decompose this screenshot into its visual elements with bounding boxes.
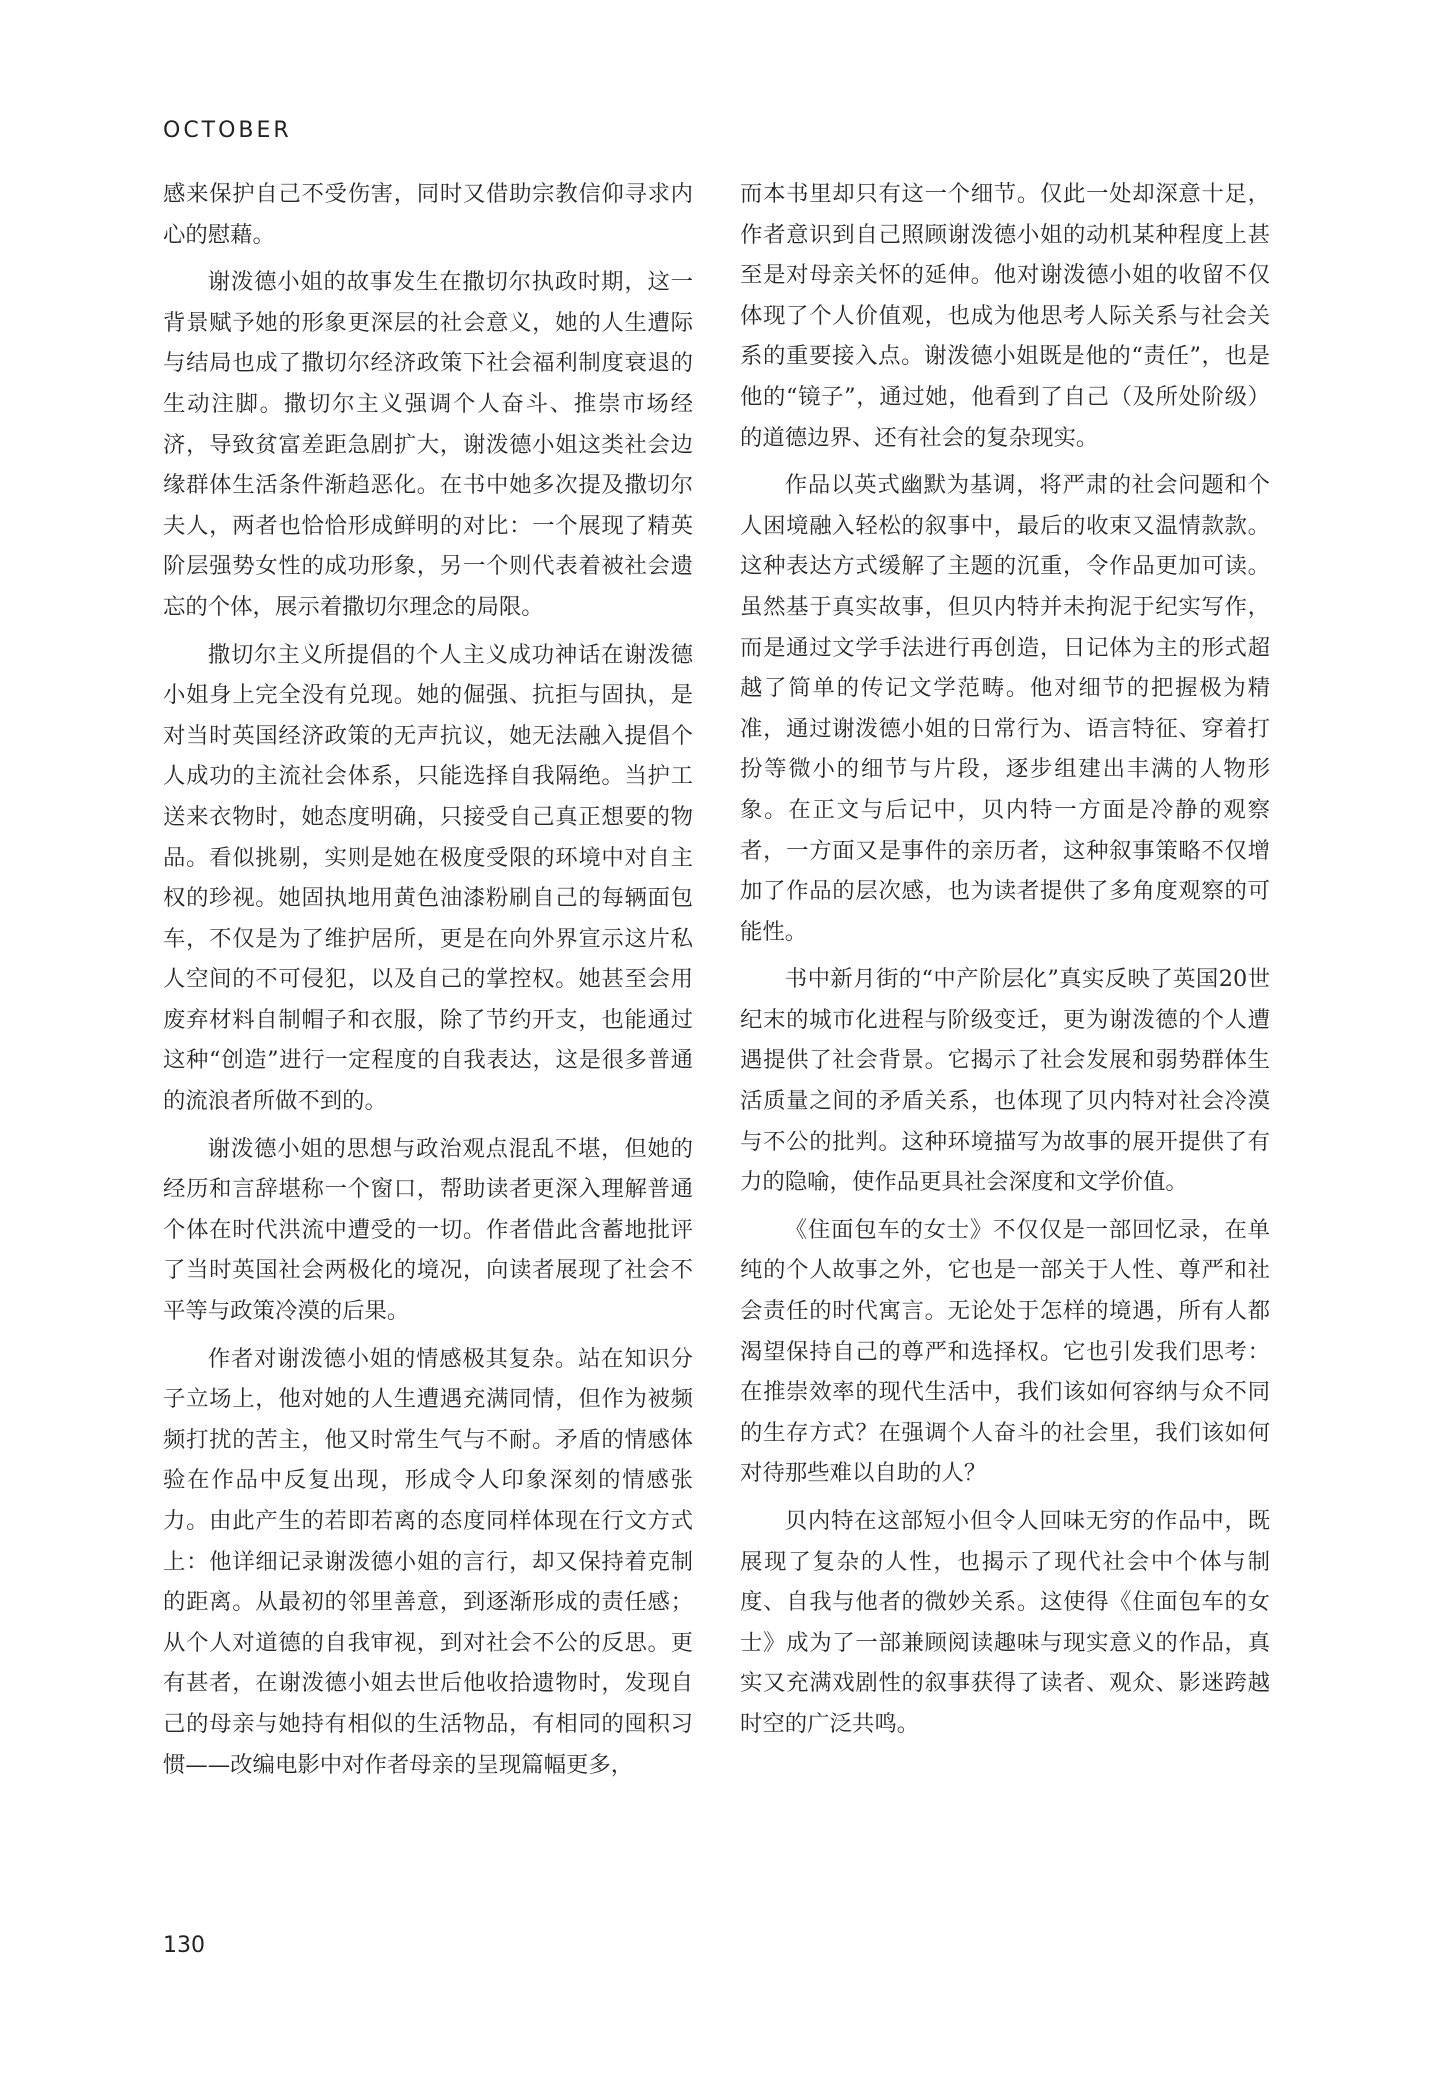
paragraph: 感来保护自己不受伤害，同时又借助宗教信仰寻求内心的慰藉。: [163, 181, 693, 248]
paragraph: 谢泼德小姐的故事发生在撒切尔执政时期，这一背景赋予她的形象更深层的社会意义，她的人生遭际与结局也成了撒切尔经济政策下社会福利制度衰退的生动注脚。撒切尔主义强调个人奋斗、推崇市场经济，导致贫富差距急剧扩大，谢泼德小姐这类社会边缘群体生活条件渐趋恶化。在书中她多次提及撒切尔夫人，两者也恰恰形成鲜明的对比：一个展现了精英阶层强势女性的成功形象，另一个则代表着被社会遗忘的个体，展示着撒切尔理念的局限。: [163, 269, 693, 620]
paragraph: 作者对谢泼德小姐的情感极其复杂。站在知识分子立场上，他对她的人生遭遇充满同情，但作为被频频打扰的苦主，他又时常生气与不耐。矛盾的情感体验在作品中反复出现，形成令人印象深刻的情感张力。由此产生的若即若离的态度同样体现在行文方式上：他详细记录谢泼德小姐的言行，却又保持着克制的距离。从最初的邻里善意，到逐渐形成的责任感；从个人对道德的自我审视，到对社会不公的反思。更有甚者，在谢泼德小姐去世后他收拾遗物时，发现自己的母亲与她持有相似的生活物品，有相同的囤积习惯——改编电影中对作者母亲的呈现篇幅更多，: [163, 1345, 693, 1778]
paragraph: 书中新月街的“中产阶层化”真实反映了英国20世纪末的城市化进程与阶级变迁，更为谢泼德的个人遭遇提供了社会背景。它揭示了社会发展和弱势群体生活质量之间的矛盾关系，也体现了贝内特对社会冷漠与不公的批判。这种环境描写为故事的展开提供了有力的隐喻，使作品更具社会深度和文学价值。: [740, 966, 1270, 1196]
paragraph: 而本书里却只有这一个细节。仅此一处却深意十足，作者意识到自己照顾谢泼德小姐的动机某种程度上甚至是对母亲关怀的延伸。他对谢泼德小姐的收留不仅体现了个人价值观，也成为他思考人际关系与社会关系的重要接入点。谢泼德小姐既是他的“责任”，也是他的“镜子”，通过她，他看到了自己（及所处阶级）的道德边界、还有社会的复杂现实。: [740, 181, 1270, 451]
left-column: [163, 174, 693, 1792]
page-number: 130: [163, 1933, 205, 1958]
paragraph: 谢泼德小姐的思想与政治观点混乱不堪，但她的经历和言辞堪称一个窗口，帮助读者更深入理解普通个体在时代洪流中遭受的一切。作者借此含蓄地批评了当时英国社会两极化的境况，向读者展现了社会不平等与政策冷漠的后果。: [163, 1135, 693, 1325]
paragraph: 作品以英式幽默为基调，将严肃的社会问题和个人困境融入轻松的叙事中，最后的收束又温情款款。这种表达方式缓解了主题的沉重，令作品更加可读。虽然基于真实故事，但贝内特并未拘泥于纪实写作，而是通过文学手法进行再创造，日记体为主的形式超越了简单的传记文学范畴。他对细节的把握极为精准，通过谢泼德小姐的日常行为、语言特征、穿着打扮等微小的细节与片段，逐步组建出丰满的人物形象。在正文与后记中，贝内特一方面是冷静的观察者，一方面又是事件的亲历者，这种叙事策略不仅增加了作品的层次感，也为读者提供了多角度观察的可能性。: [740, 472, 1270, 945]
paragraph: 撒切尔主义所提倡的个人主义成功神话在谢泼德小姐身上完全没有兑现。她的倔强、抗拒与固执，是对当时英国经济政策的无声抗议，她无法融入提倡个人成功的主流社会体系，只能选择自我隔绝。当护工送来衣物时，她态度明确，只接受自己真正想要的物品。看似挑剔，实则是她在极度受限的环境中对自主权的珍视。她固执地用黄色油漆粉刷自己的每辆面包车，不仅是为了维护居所，更是在向外界宣示这片私人空间的不可侵犯，以及自己的掌控权。她甚至会用废弃材料自制帽子和衣服，除了节约开支，也能通过这种“创造”进行一定程度的自我表达，这是很多普通的流浪者所做不到的。: [163, 641, 693, 1115]
paragraph: 贝内特在这部短小但令人回味无穷的作品中，既展现了复杂的人性，也揭示了现代社会中个体与制度、自我与他者的微妙关系。这使得《住面包车的女士》成为了一部兼顾阅读趣味与现实意义的作品，真实又充满戏剧性的叙事获得了读者、观众、影迷跨越时空的广泛共鸣。: [740, 1508, 1270, 1737]
paragraph: 《住面包车的女士》不仅仅是一部回忆录，在单纯的个人故事之外，它也是一部关于人性、尊严和社会责任的时代寓言。无论处于怎样的境遇，所有人都渴望保持自己的尊严和选择权。它也引发我们思考：在推崇效率的现代生活中，我们该如何容纳与众不同的生存方式？在强调个人奋斗的社会里，我们该如何对待那些难以自助的人？: [740, 1216, 1270, 1487]
running-title: OCTOBER: [163, 118, 292, 143]
right-column: [740, 174, 1270, 1752]
